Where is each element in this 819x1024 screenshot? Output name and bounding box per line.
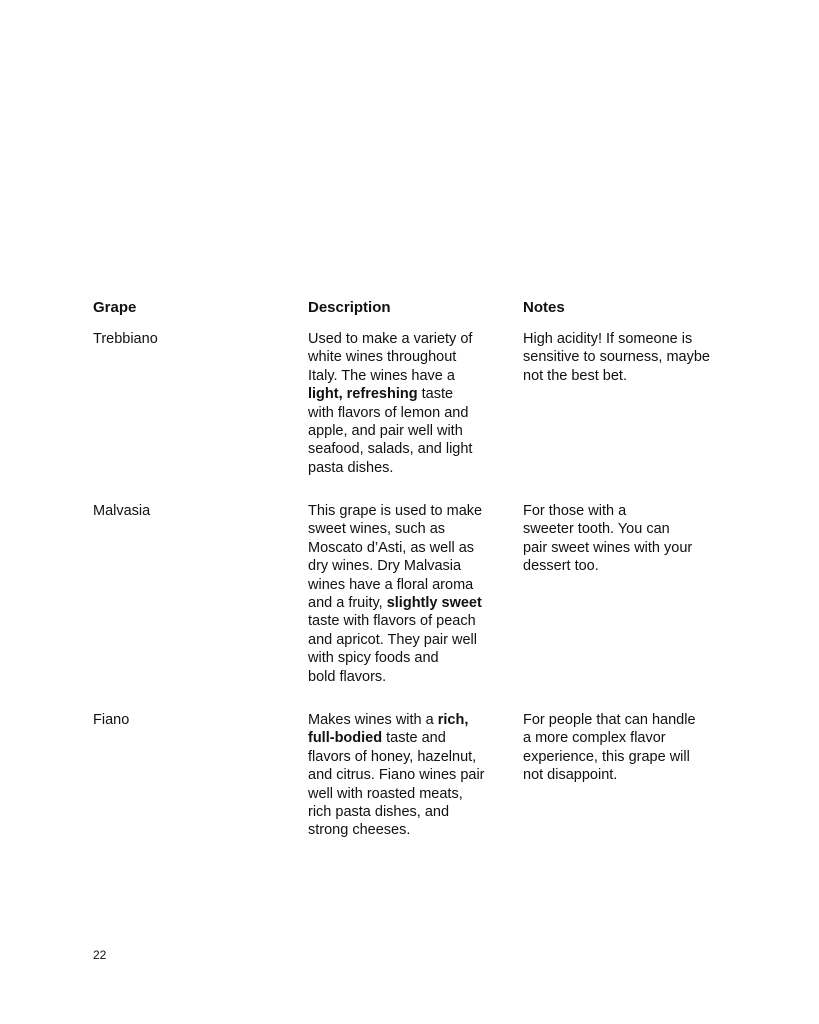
grape-name: Malvasia — [93, 503, 151, 519]
grape-notes — [523, 711, 733, 785]
description-line: This grape is used to make — [308, 503, 483, 519]
notes-line: For people that can handle — [523, 712, 696, 728]
description-line: white wines throughout — [308, 349, 457, 366]
description-line: Used to make a variety of — [308, 331, 473, 347]
grape-notes — [523, 502, 733, 576]
description-text: taste and — [382, 730, 446, 747]
bold-phrase: slightly sweet — [386, 595, 482, 612]
description-line: taste with flavors of peach — [308, 613, 476, 630]
header-description: Description — [308, 299, 391, 316]
description-text: Makes wines with a — [308, 712, 438, 728]
description-line: apple, and pair well with — [308, 423, 463, 440]
notes-line: not disappoint. — [523, 767, 618, 784]
description-line: and apricot. They pair well — [308, 631, 477, 648]
grape-description — [308, 502, 508, 686]
page-number: 22 — [93, 948, 107, 962]
bold-phrase: rich, — [437, 712, 469, 728]
table-row — [93, 330, 733, 502]
notes-line: pair sweet wines with your — [523, 539, 693, 556]
description-line: flavors of honey, hazelnut, — [308, 748, 477, 765]
notes-line: a more complex flavor — [523, 730, 666, 747]
description-line — [308, 711, 508, 729]
notes-line: dessert too. — [523, 558, 599, 575]
description-line: Moscato d’Asti, as well as — [308, 539, 475, 556]
notes-line: For those with a — [523, 503, 627, 519]
description-line: rich pasta dishes, and — [308, 804, 450, 821]
description-line — [308, 729, 508, 747]
notes-line: High acidity! If someone is — [523, 331, 693, 347]
description-line: dry wines. Dry Malvasia — [308, 558, 462, 575]
header-grape: Grape — [93, 299, 137, 316]
table-header-row — [93, 299, 733, 330]
description-line: wines have a floral aroma — [308, 576, 474, 593]
grape-description — [308, 330, 508, 477]
grape-description — [308, 711, 508, 840]
description-line: and citrus. Fiano wines pair — [308, 767, 485, 784]
description-line: strong cheeses. — [308, 822, 411, 839]
bold-phrase: full-bodied — [308, 730, 383, 747]
description-line — [308, 594, 508, 612]
description-line: with spicy foods and — [308, 650, 439, 667]
description-line: sweet wines, such as — [308, 521, 446, 538]
description-text: taste — [417, 386, 454, 403]
header-notes: Notes — [523, 299, 565, 316]
table-row — [93, 502, 733, 711]
description-text: and a fruity, — [308, 595, 387, 612]
description-line: bold flavors. — [308, 668, 387, 685]
bold-phrase: light, refreshing — [308, 386, 418, 403]
notes-line: experience, this grape will — [523, 748, 690, 765]
description-line: seafood, salads, and light — [308, 441, 473, 458]
description-line: pasta dishes. — [308, 459, 394, 476]
table-row — [93, 711, 733, 851]
grape-name: Fiano — [93, 712, 130, 728]
grape-notes — [523, 330, 733, 385]
notes-line: not the best bet. — [523, 367, 627, 384]
notes-line: sweeter tooth. You can — [523, 521, 670, 538]
description-line — [308, 385, 508, 403]
description-line: well with roasted meats, — [308, 785, 463, 802]
description-line: with flavors of lemon and — [308, 404, 469, 421]
description-line: Italy. The wines have a — [308, 367, 455, 384]
grape-table — [93, 299, 733, 851]
notes-line: sensitive to sourness, maybe — [523, 349, 710, 366]
grape-name: Trebbiano — [93, 331, 158, 347]
